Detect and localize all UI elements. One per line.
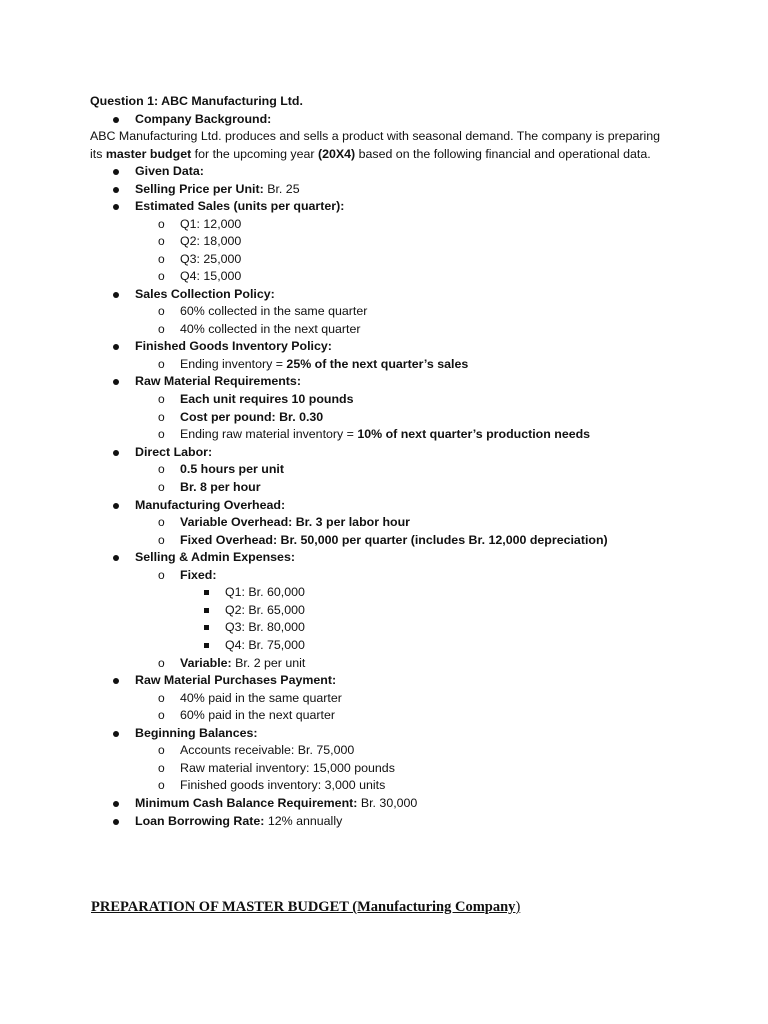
- circle-bullet: o: [158, 322, 165, 336]
- bullet-marker: [113, 503, 119, 509]
- circle-bullet: o: [158, 515, 165, 529]
- rm-pounds-per-unit: Each unit requires 10 pounds: [180, 392, 354, 406]
- balance-finished-goods: Finished goods inventory: 3,000 units: [180, 778, 386, 792]
- rm-cost-per-pound: Cost per pound: Br. 0.30: [180, 410, 324, 424]
- collection-policy-label: Sales Collection Policy:: [135, 287, 275, 301]
- selling-price-label: Selling Price per Unit:: [135, 182, 264, 196]
- raw-material-label: Raw Material Requirements:: [135, 374, 301, 388]
- bullet-marker: [113, 187, 119, 193]
- circle-bullet: o: [158, 304, 165, 318]
- circle-bullet: o: [158, 533, 165, 547]
- bullet-marker: [113, 169, 119, 175]
- circle-bullet: o: [158, 234, 165, 248]
- circle-bullet: o: [158, 357, 165, 371]
- estimated-sales-label: Estimated Sales (units per quarter):: [135, 199, 345, 213]
- square-bullet: [204, 590, 209, 595]
- collection-next-quarter: 40% collected in the next quarter: [180, 322, 361, 336]
- intro-line-1: ABC Manufacturing Ltd. produces and sells a product with seasonal demand. The company is preparing: [90, 129, 661, 143]
- circle-bullet: o: [158, 708, 165, 722]
- estimated-sales-q3: Q3: 25,000: [180, 252, 242, 266]
- loan-rate-value: 12% annually: [264, 814, 343, 828]
- section-heading-close: ): [515, 899, 521, 915]
- bullet-marker: [113, 379, 119, 385]
- bullet-marker: [113, 555, 119, 561]
- variable-expense-label: Variable:: [180, 656, 232, 670]
- labor-hours-per-unit: 0.5 hours per unit: [180, 462, 284, 476]
- loan-rate-label: Loan Borrowing Rate:: [135, 814, 265, 828]
- intro-line-2: [90, 146, 651, 164]
- fg-inventory-bold: 25% of the next quarter’s sales: [286, 357, 469, 371]
- overhead-label: Manufacturing Overhead:: [135, 498, 286, 512]
- bullet-marker: [113, 678, 119, 684]
- fg-inventory-prefix: Ending inventory =: [180, 357, 287, 371]
- intro-text: based on the following financial and operational data.: [355, 147, 651, 161]
- beginning-balances-label: Beginning Balances:: [135, 726, 258, 740]
- intro-text: its: [90, 147, 106, 161]
- selling-price-value: Br. 25: [263, 182, 300, 196]
- variable-expense-value: Br. 2 per unit: [231, 656, 306, 670]
- estimated-sales-q1: Q1: 12,000: [180, 217, 242, 231]
- labor-rate: Br. 8 per hour: [180, 480, 261, 494]
- direct-labor-label: Direct Labor:: [135, 445, 213, 459]
- circle-bullet: o: [158, 691, 165, 705]
- square-bullet: [204, 643, 209, 648]
- circle-bullet: o: [158, 392, 165, 406]
- square-bullet: [204, 625, 209, 630]
- circle-bullet: o: [158, 743, 165, 757]
- bullet-marker: [113, 731, 119, 737]
- bullet-marker: [113, 801, 119, 807]
- balance-raw-material: Raw material inventory: 15,000 pounds: [180, 761, 395, 775]
- fixed-overhead: Fixed Overhead: Br. 50,000 per quarter (includes Br. 12,000 depreciation): [180, 533, 608, 547]
- fixed-expenses-label: Fixed:: [180, 568, 217, 582]
- circle-bullet: o: [158, 252, 165, 266]
- selling-admin-label: Selling & Admin Expenses:: [135, 550, 295, 564]
- variable-overhead: Variable Overhead: Br. 3 per labor hour: [180, 515, 410, 529]
- fixed-expense-q4: Q4: Br. 75,000: [225, 638, 305, 652]
- fixed-expense-q1: Q1: Br. 60,000: [225, 585, 305, 599]
- rm-paid-next-quarter: 60% paid in the next quarter: [180, 708, 335, 722]
- square-bullet: [204, 608, 209, 613]
- circle-bullet: o: [158, 427, 165, 441]
- min-cash-label: Minimum Cash Balance Requirement:: [135, 796, 358, 810]
- section-heading: [91, 899, 520, 916]
- given-data-label: Given Data:: [135, 164, 204, 178]
- estimated-sales-q2: Q2: 18,000: [180, 234, 242, 248]
- rm-ending-bold: 10% of next quarter’s production needs: [357, 427, 591, 441]
- bullet-marker: [113, 819, 119, 825]
- circle-bullet: o: [158, 480, 165, 494]
- bullet-marker: [113, 292, 119, 298]
- intro-text: for the upcoming year: [191, 147, 318, 161]
- circle-bullet: o: [158, 656, 165, 670]
- circle-bullet: o: [158, 761, 165, 775]
- fixed-expense-q3: Q3: Br. 80,000: [225, 620, 305, 634]
- circle-bullet: o: [158, 462, 165, 476]
- bullet-marker: [113, 344, 119, 350]
- section-heading-text: PREPARATION OF MASTER BUDGET (Manufacturing Company: [91, 899, 516, 915]
- rm-ending-prefix: Ending raw material inventory =: [180, 427, 358, 441]
- fg-inventory-label: Finished Goods Inventory Policy:: [135, 339, 332, 353]
- circle-bullet: o: [158, 410, 165, 424]
- circle-bullet: o: [158, 217, 165, 231]
- question-title: Question 1: ABC Manufacturing Ltd.: [90, 94, 303, 108]
- bullet-marker: [113, 450, 119, 456]
- intro-bold-year: (20X4): [317, 147, 356, 161]
- circle-bullet: o: [158, 269, 165, 283]
- fixed-expense-q2: Q2: Br. 65,000: [225, 603, 305, 617]
- company-background-label: Company Background:: [135, 112, 272, 126]
- collection-same-quarter: 60% collected in the same quarter: [180, 304, 368, 318]
- circle-bullet: o: [158, 568, 165, 582]
- balance-accounts-receivable: Accounts receivable: Br. 75,000: [180, 743, 355, 757]
- rm-paid-same-quarter: 40% paid in the same quarter: [180, 691, 342, 705]
- bullet-marker: [113, 117, 119, 123]
- bullet-marker: [113, 204, 119, 210]
- min-cash-value: Br. 30,000: [357, 796, 418, 810]
- rm-payment-label: Raw Material Purchases Payment:: [135, 673, 337, 687]
- intro-bold-master-budget: master budget: [105, 147, 192, 161]
- circle-bullet: o: [158, 778, 165, 792]
- estimated-sales-q4: Q4: 15,000: [180, 269, 242, 283]
